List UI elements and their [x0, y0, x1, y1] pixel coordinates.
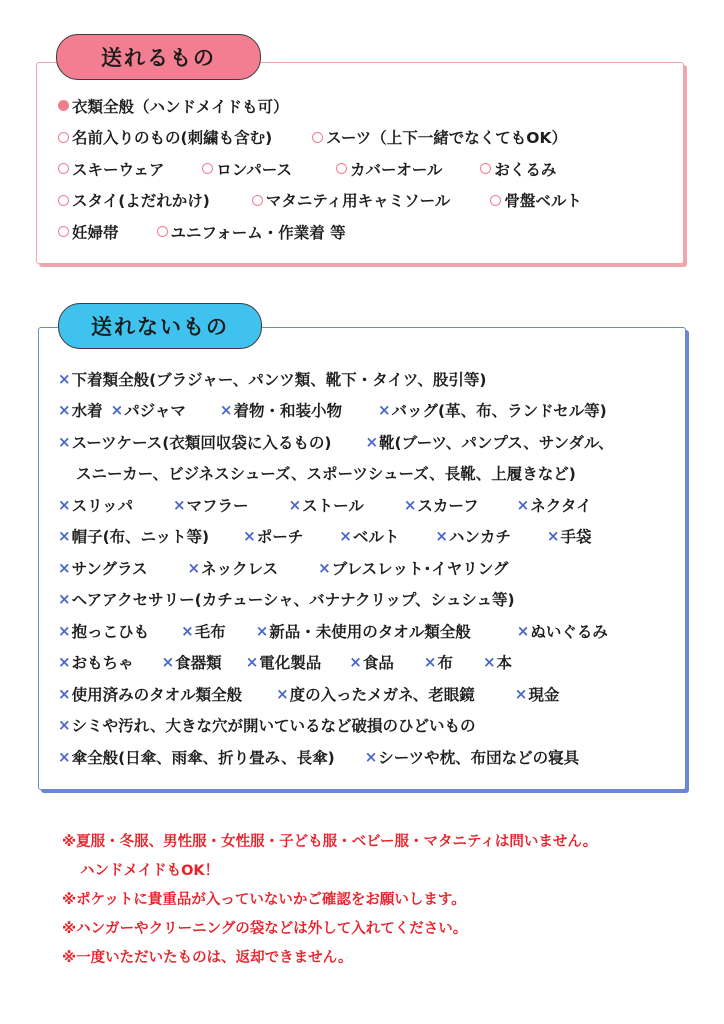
ok-section-title: 送れるもの [56, 34, 261, 80]
notes-block [62, 826, 702, 971]
ng-row [58, 615, 688, 647]
cross-icon: × [349, 653, 362, 672]
ng-row [58, 741, 688, 773]
ng-row [58, 489, 688, 521]
ng-item [246, 651, 322, 673]
ng-item [58, 431, 331, 453]
ok-item [58, 126, 272, 148]
ng-item-label: ブレスレット･イヤリング [331, 559, 509, 578]
ok-item [252, 189, 450, 211]
ok-item-label: スタイ(よだれかけ) [72, 192, 210, 211]
circle-icon [58, 100, 69, 111]
note-line: ハンドメイドもOK！ [80, 863, 220, 879]
ok-item [202, 158, 292, 180]
ng-row [58, 678, 688, 710]
circle-icon [490, 195, 501, 206]
ng-item-label: サングラス [71, 559, 148, 578]
cross-icon: × [276, 684, 289, 703]
cross-icon: × [365, 432, 379, 451]
cross-icon: × [58, 401, 71, 420]
ng-item [173, 494, 249, 516]
cross-icon: × [514, 684, 528, 703]
cross-icon: × [255, 621, 269, 640]
circle-icon [252, 195, 263, 206]
ng-item-label: 食品 [362, 654, 394, 673]
ok-item-label: 妊婦帯 [72, 223, 119, 242]
ok-item-label: 衣類全般（ハンドメイドも可） [72, 97, 289, 116]
ok-item-label: 骨盤ベルト [504, 192, 582, 211]
ng-item-label: 靴(ブーツ、パンプス、サンダル、 [379, 433, 614, 452]
ng-row [58, 395, 688, 427]
ok-item [480, 158, 556, 180]
ng-row [58, 458, 688, 490]
ng-item-label: 電化製品 [259, 654, 322, 673]
circle-icon [202, 163, 213, 174]
cross-icon: × [364, 747, 378, 766]
cross-icon: × [58, 558, 71, 577]
ng-item [58, 557, 148, 579]
ng-item-label: 毛布 [194, 622, 226, 641]
ng-item-label: パジャマ [124, 402, 186, 421]
ng-row [58, 363, 688, 395]
ok-item [58, 95, 289, 117]
cross-icon: × [187, 558, 201, 577]
ng-item-label: ストール [302, 496, 364, 515]
ng-item [547, 525, 592, 547]
ng-section-title: 送れないもの [58, 303, 262, 349]
ng-item [517, 494, 592, 516]
ng-item-label: シーツや枕、布団などの寝具 [378, 748, 580, 767]
ng-item-label: 下着類全般(ブラジャー、パンツ類、靴下・タイツ、股引等) [71, 370, 487, 389]
ok-row [58, 185, 688, 217]
ng-item [58, 525, 209, 547]
circle-icon [58, 132, 69, 143]
cross-icon: × [516, 495, 530, 514]
ng-row [58, 647, 688, 679]
circle-icon [312, 132, 323, 143]
cross-icon: × [58, 590, 71, 609]
ng-row [58, 426, 688, 458]
cross-icon: × [318, 558, 331, 577]
ok-row [58, 216, 688, 248]
ng-item-label: 着物・和装小物 [233, 402, 342, 421]
ng-item-label: ハンカチ [448, 528, 511, 547]
ng-item-label: ぬいぐるみ [530, 622, 608, 641]
ng-item [181, 620, 226, 642]
cross-icon: × [58, 527, 71, 546]
cross-icon: × [403, 495, 417, 514]
cross-icon: × [58, 432, 71, 451]
ok-item-list [58, 90, 688, 248]
ok-item [312, 126, 567, 148]
cross-icon: × [58, 747, 71, 766]
circle-icon [480, 163, 491, 174]
cross-icon: × [546, 527, 560, 546]
cross-icon: × [423, 653, 437, 672]
ng-item [58, 399, 103, 421]
ok-item [58, 221, 119, 243]
note-line: ※夏服・冬服、男性服・女性服・子ども服・ベビー服・マタニティは問いません。 [62, 834, 598, 850]
ng-item [243, 525, 303, 547]
cross-icon: × [58, 684, 71, 703]
cross-icon: × [288, 495, 302, 514]
ng-item-label: 帽子(布、ニット等) [71, 528, 210, 547]
note-line: ※一度いただいたものは、返却できません。 [62, 950, 353, 966]
ng-item [435, 525, 511, 547]
ng-item-label: 使用済みのタオル類全般 [71, 685, 243, 704]
cross-icon: × [377, 401, 391, 420]
cross-icon: × [245, 653, 259, 672]
ng-item [111, 399, 186, 421]
ok-item [336, 158, 442, 180]
ng-item [162, 651, 222, 673]
ok-item [490, 189, 582, 211]
ng-item [58, 683, 242, 705]
ng-item-label: ポーチ [256, 528, 304, 547]
ng-item-label: ネクタイ [530, 496, 592, 515]
ok-item-label: 名前入りのもの(刺繍も含む) [72, 129, 273, 148]
ng-item-label: ベルト [352, 528, 400, 547]
ng-item-label: 食器類 [175, 654, 222, 673]
ng-item-label: おもちゃ [71, 654, 134, 673]
ng-row [58, 710, 688, 742]
note-line: ※ポケットに貴重品が入っていないかご確認をお願いします。 [62, 892, 466, 908]
ng-item [58, 746, 335, 768]
ok-row [58, 153, 688, 185]
note-line: ※ハンガーやクリーニングの袋などは外して入れてください。 [62, 921, 468, 937]
ng-item-label: ネックレス [201, 559, 279, 578]
ng-item-label: 度の入ったメガネ、老眼鏡 [289, 685, 475, 704]
cross-icon: × [482, 653, 496, 672]
ng-item [58, 368, 486, 390]
circle-icon [58, 226, 69, 237]
ng-item [276, 683, 475, 705]
circle-icon [58, 163, 69, 174]
ok-row [58, 122, 688, 154]
ok-item-label: ユニフォーム・作業着 等 [170, 223, 346, 242]
ng-item [58, 588, 515, 610]
circle-icon [336, 163, 347, 174]
cross-icon: × [243, 527, 256, 546]
cross-icon: × [181, 621, 194, 640]
ng-item-label: シミや汚れ、大きな穴が開いているなど破損のひどいもの [71, 717, 476, 736]
ok-item-label: おくるみ [494, 160, 557, 179]
cross-icon: × [58, 621, 71, 640]
ng-item [365, 746, 579, 768]
ng-item [378, 399, 607, 421]
ng-item [289, 494, 364, 516]
ng-item [483, 651, 512, 673]
ng-item [515, 683, 560, 705]
circle-icon [157, 226, 168, 237]
ng-item-continuation: スニーカー、ビジネスシューズ、スポーツシューズ、長靴、上履きなど) [76, 465, 576, 484]
ng-item-list [58, 363, 688, 773]
ng-item [424, 651, 453, 673]
ng-item [188, 557, 279, 579]
ng-item-label: 新品・未使用のタオル類全般 [269, 622, 471, 641]
ng-item-label: スーツケース(衣類回収袋に入るもの) [71, 433, 332, 452]
ng-item [58, 714, 476, 736]
circle-icon [58, 195, 69, 206]
ng-item-label: 本 [496, 654, 513, 673]
ng-item-label: バッグ(革、布、ランドセル等) [391, 402, 607, 421]
ok-item [58, 189, 210, 211]
ng-item [517, 620, 608, 642]
ok-item [58, 158, 164, 180]
cross-icon: × [516, 621, 530, 640]
ng-item-label: 手袋 [560, 528, 592, 547]
ok-item-label: スキーウェア [72, 160, 165, 179]
ok-row [58, 90, 688, 122]
ng-item [58, 494, 133, 516]
ng-item [365, 431, 613, 453]
ng-item [58, 651, 134, 673]
ok-item [157, 221, 346, 243]
ng-item-label: 現金 [528, 685, 560, 704]
cross-icon: × [435, 527, 448, 546]
ok-item-label: マタニティ用キャミソール [265, 192, 451, 211]
ng-row [58, 521, 688, 553]
cross-icon: × [58, 716, 71, 735]
ng-item [404, 494, 479, 516]
cross-icon: × [110, 401, 124, 420]
ng-item [349, 651, 394, 673]
ok-item-label: スーツ（上下一緒でなくてもOK） [326, 129, 567, 148]
ng-item-label: マフラー [186, 496, 249, 515]
ng-item [339, 525, 399, 547]
ng-row [58, 552, 688, 584]
cross-icon: × [339, 527, 352, 546]
cross-icon: × [172, 495, 186, 514]
ng-item-label: 傘全般(日傘、雨傘、折り畳み、長傘) [71, 748, 335, 767]
ng-item-label: スカーフ [417, 496, 479, 515]
ng-item [318, 557, 508, 579]
ng-item [220, 399, 342, 421]
cross-icon: × [161, 653, 175, 672]
cross-icon: × [219, 401, 233, 420]
cross-icon: × [58, 653, 71, 672]
ok-item-label: ロンパース [216, 160, 293, 179]
ng-item-label: ヘアアクセサリー(カチューシャ、バナナクリップ、シュシュ等) [71, 591, 515, 610]
ok-item-label: カバーオール [350, 160, 443, 179]
ng-item-label: スリッパ [71, 496, 133, 515]
cross-icon: × [58, 495, 71, 514]
ng-item-label: 抱っこひも [71, 622, 150, 641]
ng-item-label: 布 [437, 654, 453, 673]
ng-item-label: 水着 [71, 402, 103, 421]
ng-item [58, 620, 149, 642]
ng-item [256, 620, 471, 642]
ng-row [58, 584, 688, 616]
cross-icon: × [58, 369, 71, 388]
